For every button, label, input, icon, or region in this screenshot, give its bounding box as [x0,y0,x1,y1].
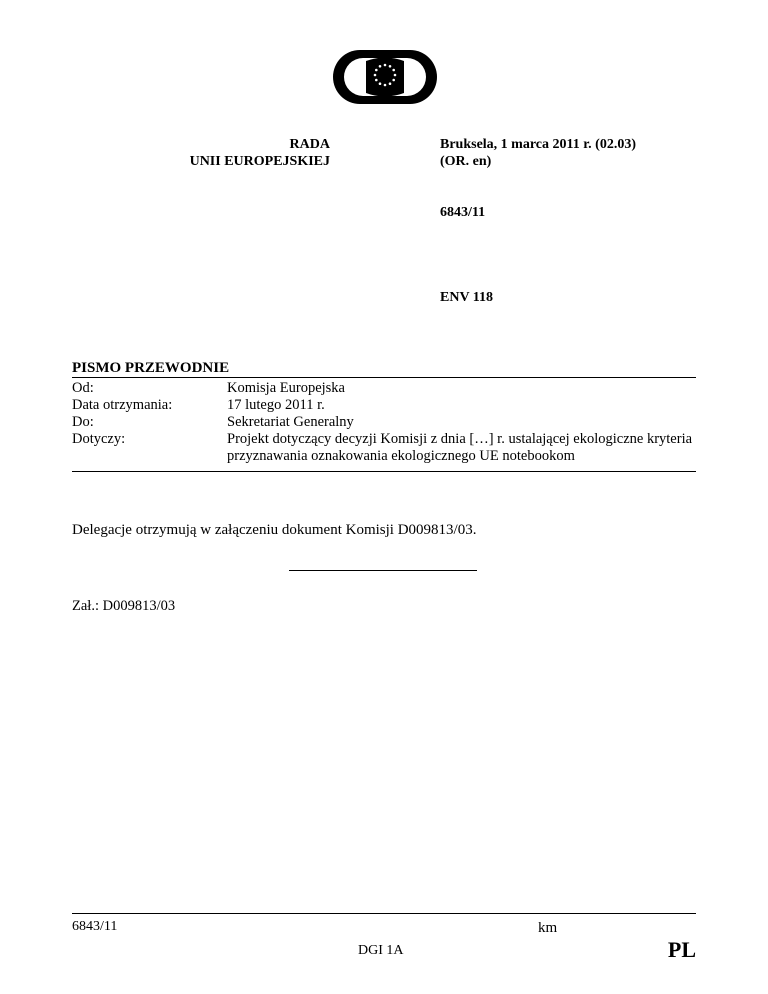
eu-council-emblem-icon [333,50,437,104]
row-value: Projekt dotyczący decyzji Komisji z dnia […] r. ustalającej ekologiczne kryteria przyznawania oznakowania ekologicznego UE notebookom [227,431,693,464]
table-top-rule [72,377,696,378]
institution-line-1: RADA [289,137,330,152]
row-label: Dotyczy: [72,431,126,447]
separator-line [289,570,477,571]
institution-line-2: UNII EUROPEJSKIEJ [189,154,330,169]
footer-directorate: DGI 1A [358,943,404,958]
row-label: Od: [72,380,94,396]
document-date: Bruksela, 1 marca 2011 r. (02.03) [440,137,636,152]
enclosure-note: Zał.: D009813/03 [72,598,176,614]
council-logo [333,50,437,104]
row-value: 17 lutego 2011 r. [227,397,325,413]
row-value: Sekretariat Generalny [227,414,354,430]
footer-rule [72,913,696,914]
row-label: Do: [72,414,94,430]
footer-initials: km [538,920,558,936]
row-value: Komisja Europejska [227,380,345,396]
original-language: (OR. en) [440,154,492,169]
institution-name [130,136,330,170]
table-bottom-rule [72,471,696,472]
letter-title: PISMO PRZEWODNIE [72,360,230,376]
document-reference: 6843/11 [440,205,486,220]
body-text: Delegacje otrzymują w załączeniu dokument Komisji D009813/03. [72,522,477,538]
document-code: ENV 118 [440,290,494,305]
row-label: Data otrzymania: [72,397,173,413]
footer-reference: 6843/11 [72,919,118,934]
footer-language: PL [667,937,696,962]
